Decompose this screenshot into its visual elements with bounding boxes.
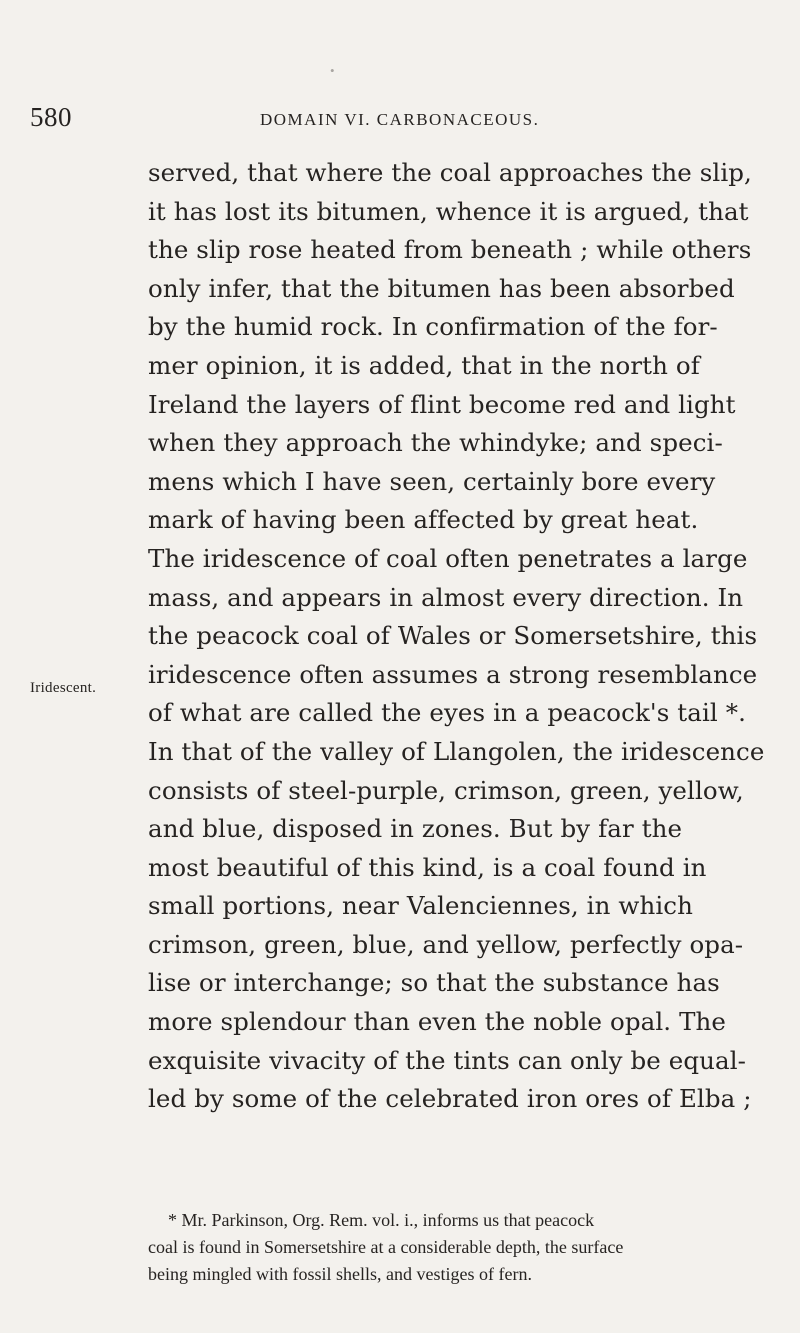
text-line: the slip rose heated from beneath ; while others (148, 235, 752, 265)
text-line: mark of having been affected by great heat. (148, 505, 699, 535)
text-line: only infer, that the bitumen has been absorbed (148, 273, 735, 303)
text-line: and blue, disposed in zones. But by far the (148, 814, 683, 844)
text-line: In that of the valley of Llangolen, the iridescence (148, 736, 765, 766)
text-line: it has lost its bitumen, whence it is argued, that (148, 196, 749, 226)
text-line: more splendour than even the noble opal. The (148, 1007, 726, 1037)
body-text (148, 154, 765, 1119)
text-line: mer opinion, it is added, that in the north of (148, 350, 700, 380)
footnote (148, 1207, 768, 1288)
text-line: when they approach the whindyke; and speci- (148, 428, 723, 458)
margin-note: Iridescent. (30, 680, 97, 696)
text-line: consists of steel-purple, crimson, green, yellow, (148, 775, 744, 805)
footnote-line: coal is found in Somersetshire at a considerable depth, the surface (148, 1237, 624, 1257)
text-line: mens which I have seen, certainly bore every (148, 466, 716, 496)
text-line: lise or interchange; so that the substance has (148, 968, 720, 998)
text-line: small portions, near Valenciennes, in which (148, 891, 693, 921)
text-line: most beautiful of this kind, is a coal found in (148, 852, 707, 882)
text-line: Ireland the layers of flint become red and light (148, 389, 736, 419)
text-line: exquisite vivacity of the tints can only be equal- (148, 1045, 747, 1075)
running-head: DOMAIN VI. CARBONACEOUS. (260, 110, 540, 129)
text-line: the peacock coal of Wales or Somersetshire, this (148, 621, 758, 651)
footnote-line: being mingled with fossil shells, and vestiges of fern. (148, 1264, 532, 1284)
text-line: of what are called the eyes in a peacock's tail *. (148, 698, 746, 728)
text-line: The iridescence of coal often penetrates a large (148, 543, 748, 573)
text-line: iridescence often assumes a strong resemblance (148, 659, 758, 689)
page-number: 580 (30, 102, 72, 132)
stray-mark: • (330, 63, 335, 78)
text-line: by the humid rock. In confirmation of the for- (148, 312, 718, 342)
footnote-line: * Mr. Parkinson, Org. Rem. vol. i., informs us that peacock (168, 1210, 595, 1230)
text-line: served, that where the coal approaches the slip, (148, 158, 752, 187)
text-line: crimson, green, blue, and yellow, perfectly opa- (148, 929, 744, 959)
text-line: led by some of the celebrated iron ores of Elba ; (148, 1084, 752, 1114)
text-line: mass, and appears in almost every direction. In (148, 582, 744, 612)
